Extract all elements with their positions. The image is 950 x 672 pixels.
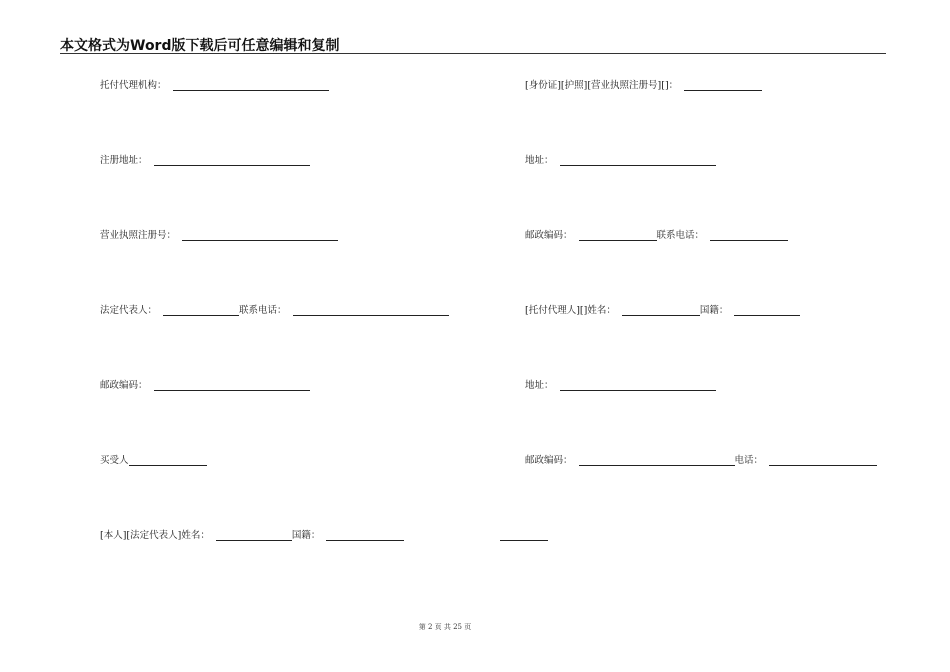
label-id-no: [身份证][护照][营业执照注册号][]： [525,80,679,91]
blank-right-phone[interactable] [710,231,788,241]
label-right-phone: 联系电话： [656,230,705,241]
blank-phone2[interactable] [769,456,877,466]
field-buyer [100,455,207,467]
field-address2 [525,380,716,392]
field-extra-blank [500,530,548,542]
label-right-postcode: 邮政编码： [525,230,573,241]
blank-id-no[interactable] [684,81,762,91]
field-agent-org [100,80,329,92]
field-license-no [100,230,338,242]
blank-left-postcode[interactable] [154,381,310,391]
field-self-name [100,530,404,542]
label-legal-rep: 法定代表人： [100,305,158,316]
blank-right-postcode[interactable] [579,231,657,241]
label-agent-org: 托付代理机构： [100,80,167,91]
blank-self-nationality[interactable] [326,531,404,541]
blank-agent-name[interactable] [622,306,700,316]
blank-self-name[interactable] [216,531,292,541]
blank-legal-rep[interactable] [163,306,239,316]
blank-license-no[interactable] [182,231,338,241]
blank-postcode2[interactable] [579,456,735,466]
field-legal-rep [100,305,449,317]
label-address: 地址： [525,155,554,166]
label-buyer: 买受人 [100,455,129,466]
page-header [60,35,886,54]
field-reg-address [100,155,310,167]
blank-agent-nationality[interactable] [734,306,800,316]
blank-address[interactable] [560,156,716,166]
blank-reg-address[interactable] [154,156,310,166]
label-legal-rep-phone: 联系电话： [239,305,287,316]
label-left-postcode: 邮政编码： [100,380,148,391]
label-phone2: 电话： [734,455,764,466]
label-postcode2: 邮政编码： [525,455,573,466]
label-self-nationality: 国籍： [291,530,321,541]
blank-legal-rep-phone[interactable] [293,306,449,316]
field-agent-name [525,305,800,317]
field-id-no [525,80,762,92]
blank-extra[interactable] [500,531,548,541]
page-number: 第 2 页 共 25 页 [418,623,472,631]
blank-agent-org[interactable] [173,81,329,91]
header-title: 本文格式为Word版下载后可任意编辑和复制 [60,38,340,54]
label-agent-nationality: 国籍： [699,305,729,316]
blank-buyer[interactable] [129,456,207,466]
field-right-postcode [525,230,788,242]
label-agent-name: [托付代理人][]姓名： [525,305,616,316]
label-reg-address: 注册地址： [100,155,148,166]
label-license-no: 营业执照注册号： [100,230,177,241]
blank-address2[interactable] [560,381,716,391]
field-postcode2 [525,455,877,467]
field-address [525,155,716,167]
field-left-postcode [100,380,310,392]
label-address2: 地址： [525,380,554,391]
label-self-name: [本人][法定代表人]姓名： [100,530,210,541]
